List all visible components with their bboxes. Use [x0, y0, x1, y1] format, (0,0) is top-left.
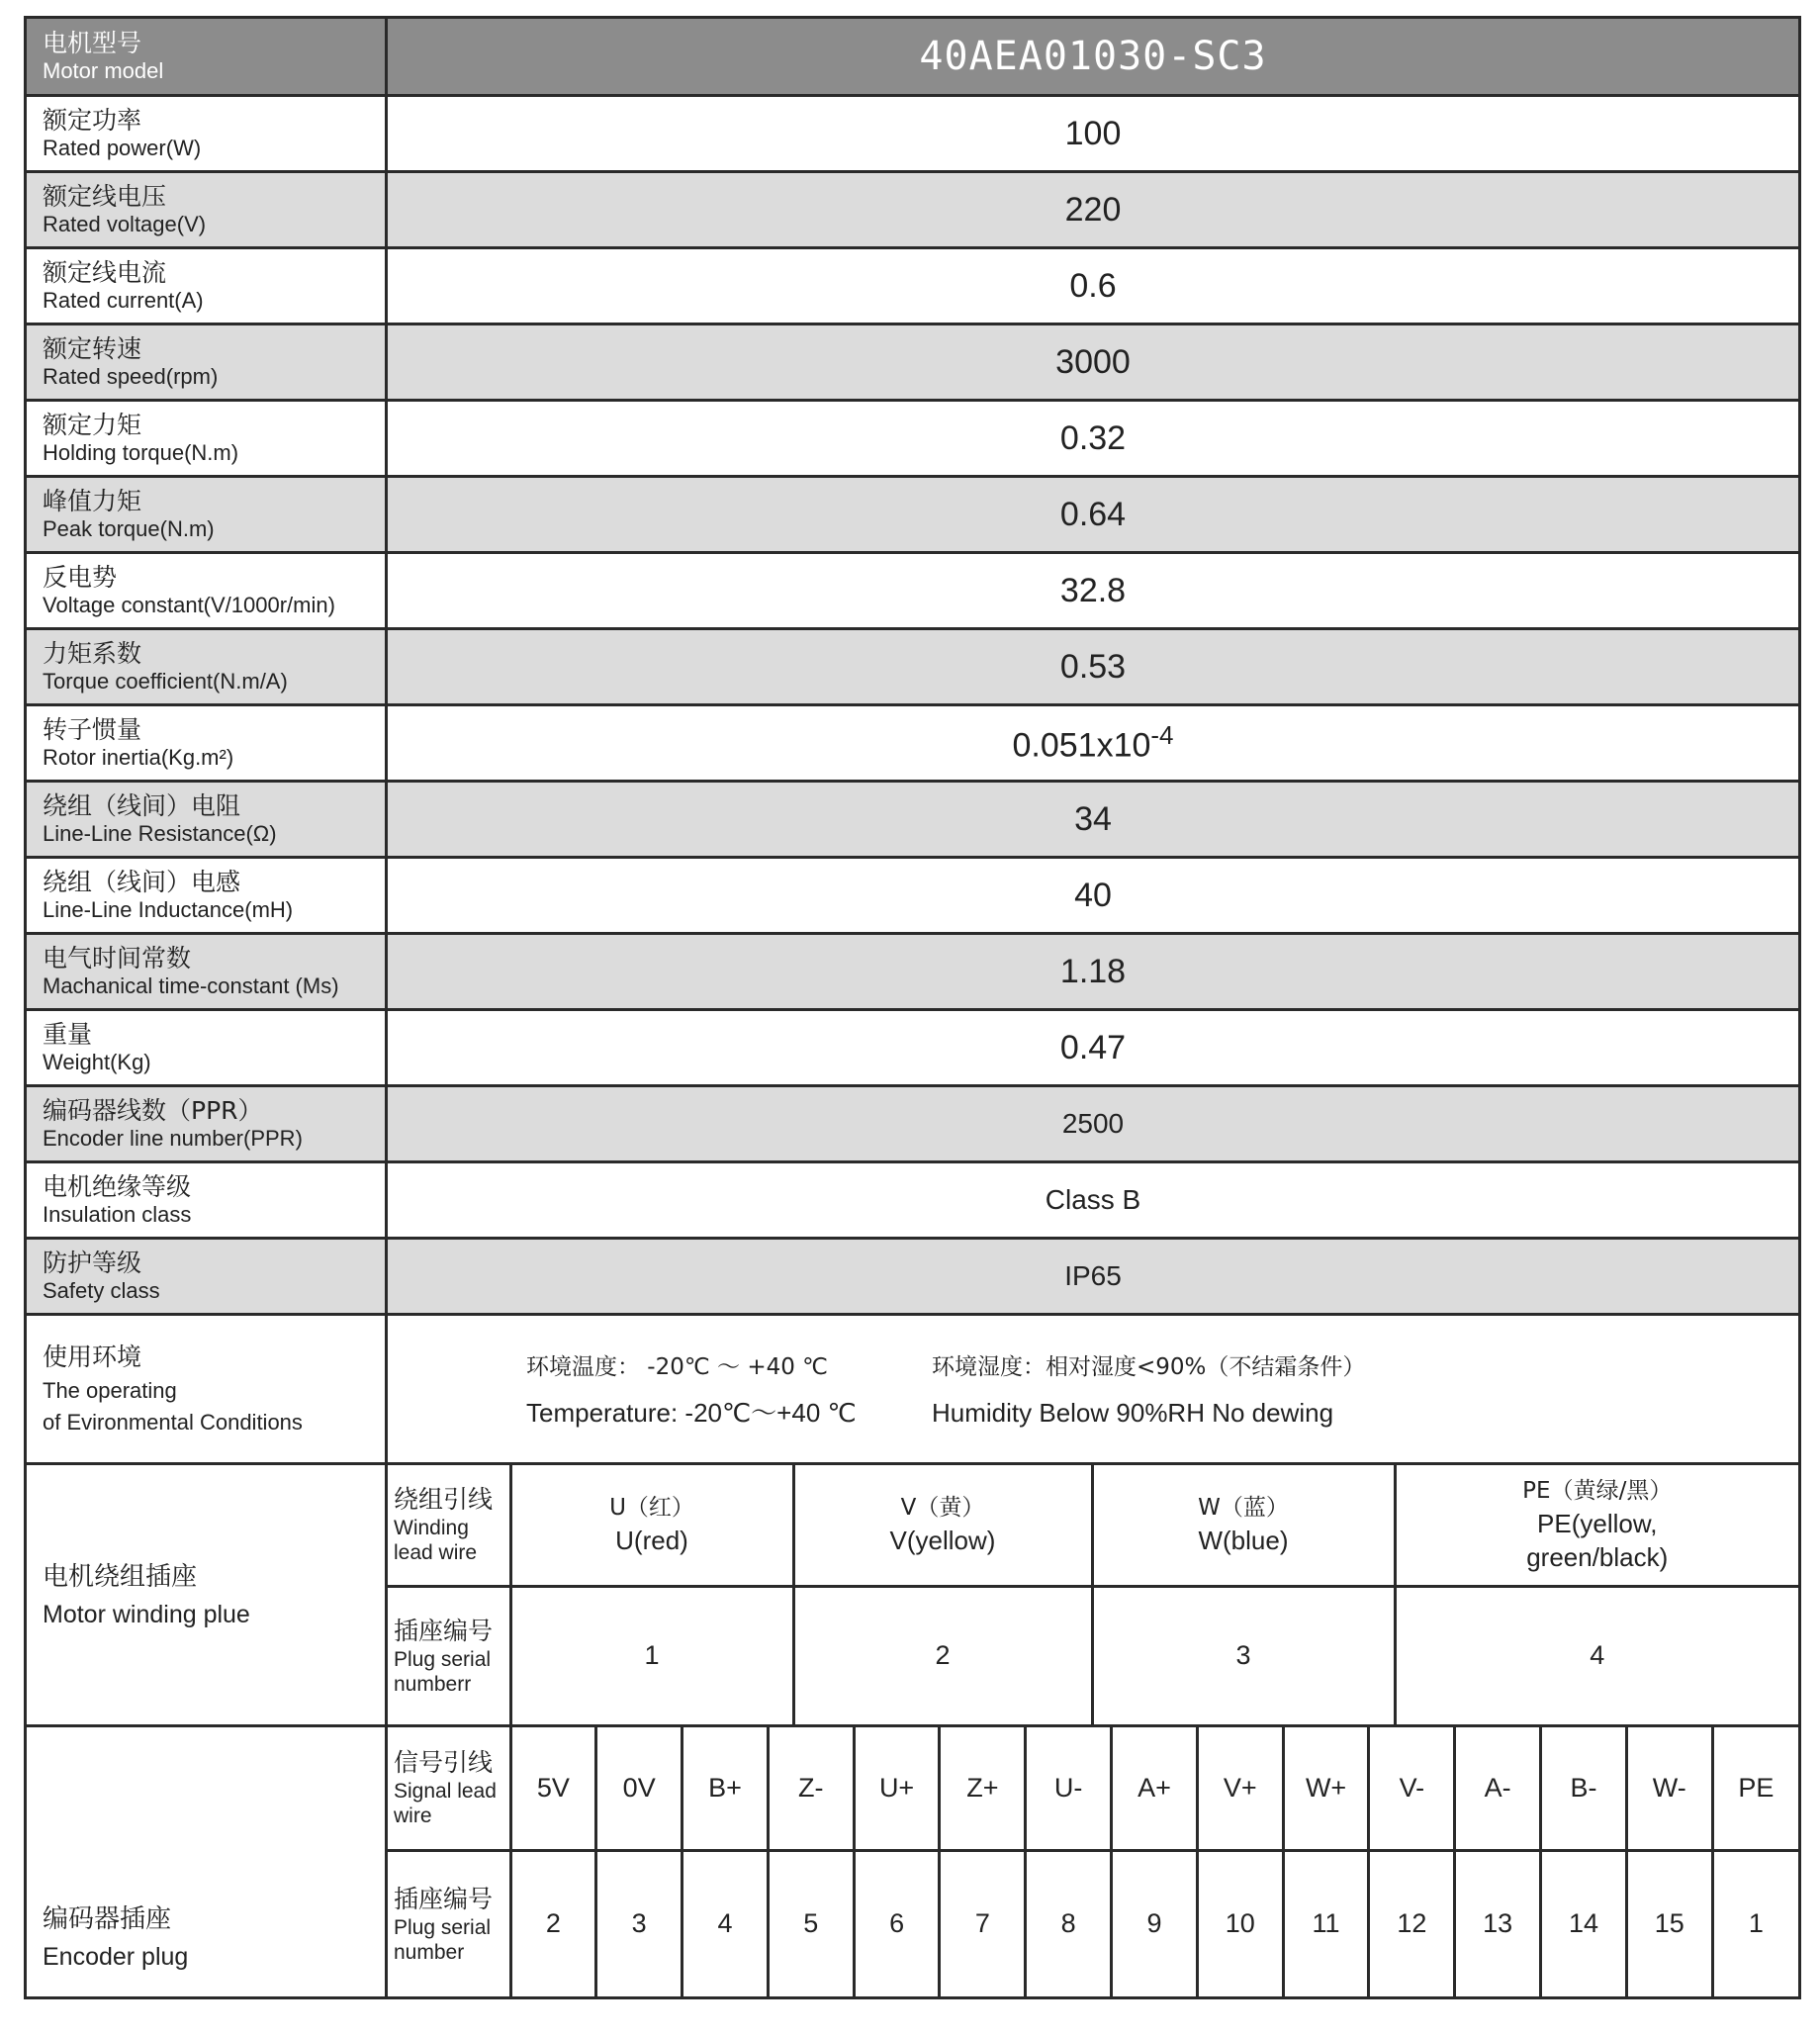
winding-serial-header: 插座编号 Plug serial numberr	[388, 1586, 510, 1724]
spec-label-en: Rated power(W)	[43, 136, 202, 160]
encoder-number-cell: 13	[1455, 1850, 1541, 1996]
encoder-number-cell: 14	[1541, 1850, 1627, 1996]
spec-row	[26, 401, 1800, 477]
spec-row	[26, 858, 1800, 934]
encoder-number-cell: 7	[940, 1850, 1026, 1996]
spec-value: 34	[387, 782, 1800, 858]
encoder-signal-cell: A+	[1112, 1727, 1198, 1850]
spec-label-zh: 转子惯量	[43, 715, 142, 744]
encoder-number-cell: 15	[1626, 1850, 1712, 1996]
encoder-number-cell: 10	[1197, 1850, 1283, 1996]
spec-label-zh: 反电势	[43, 563, 118, 592]
spec-label-en: Holding torque(N.m)	[43, 440, 239, 465]
spec-label	[26, 705, 387, 782]
spec-label-en: Insulation class	[43, 1202, 192, 1227]
spec-label-en: Torque coefficient(N.m/A)	[43, 669, 288, 694]
spec-label-en: Line-Line Inductance(mH)	[43, 897, 294, 922]
motor-model-value: 40AEA01030-SC3	[387, 18, 1800, 96]
humidity-zh: 环境湿度：相对湿度<90%（不结霜条件）	[932, 1354, 1366, 1380]
encoder-signal-cell: B+	[682, 1727, 769, 1850]
encoder-number-cell: 11	[1283, 1850, 1369, 1996]
environment-label: 使用环境 The operating of Evironmental Conditions	[26, 1315, 387, 1464]
encoder-signal-row	[388, 1727, 1798, 1850]
encoder-number-cell: 4	[682, 1850, 769, 1996]
encoder-number-cell: 1	[1748, 1908, 1764, 1939]
encoder-number-cell: 2	[510, 1850, 596, 1996]
spec-label	[26, 1010, 387, 1086]
encoder-signal-cell: V+	[1197, 1727, 1283, 1850]
encoder-number-cell: 6	[854, 1850, 940, 1996]
encoder-number-cell: 5	[768, 1850, 854, 1996]
spec-label-en: Safety class	[43, 1278, 160, 1303]
winding-row	[26, 1464, 1800, 1726]
spec-row	[26, 172, 1800, 248]
encoder-number-cell: 8	[1026, 1850, 1112, 1996]
spec-label-zh: 防护等级	[43, 1249, 142, 1277]
spec-label-en: Rated voltage(V)	[43, 212, 207, 236]
spec-row	[26, 324, 1800, 401]
spec-row	[26, 477, 1800, 553]
spec-value: 32.8	[387, 553, 1800, 629]
spec-label	[26, 172, 387, 248]
spec-label-zh: 绕组（线间）电阻	[43, 791, 241, 820]
spec-row	[26, 248, 1800, 324]
plug-no-pe: 4	[1590, 1640, 1605, 1671]
spec-label	[26, 477, 387, 553]
spec-label-en: Machanical time-constant (Ms)	[43, 973, 339, 998]
spec-label	[26, 324, 387, 401]
spec-label-en: Weight(Kg)	[43, 1050, 151, 1074]
environment-value	[387, 1315, 1800, 1464]
spec-label	[26, 1239, 387, 1315]
spec-row	[26, 705, 1800, 782]
motor-model-row	[26, 18, 1800, 96]
encoder-cell	[387, 1726, 1800, 1998]
environment-row	[26, 1315, 1800, 1464]
wire-w: W（蓝） W(blue)	[1092, 1465, 1395, 1586]
spec-value: 0.53	[387, 629, 1800, 705]
encoder-signal-cell: U+	[854, 1727, 940, 1850]
spec-row	[26, 629, 1800, 705]
spec-row	[26, 1162, 1800, 1239]
spec-value: 40	[387, 858, 1800, 934]
spec-value: 0.64	[387, 477, 1800, 553]
winding-cell	[387, 1464, 1800, 1726]
spec-label-zh: 编码器线数（PPR）	[43, 1096, 263, 1125]
encoder-serial-header: 插座编号 Plug serial number	[388, 1850, 510, 1996]
encoder-signal-cell: U-	[1026, 1727, 1112, 1850]
encoder-serial-row	[388, 1850, 1798, 1996]
spec-label-zh: 额定线电流	[43, 258, 167, 287]
spec-label	[26, 782, 387, 858]
spec-label	[26, 553, 387, 629]
spec-value: 0.47	[387, 1010, 1800, 1086]
winding-lead-header: 绕组引线 Winding lead wire	[388, 1465, 510, 1586]
spec-label-zh: 绕组（线间）电感	[43, 868, 241, 896]
encoder-signal-cell: Z+	[940, 1727, 1026, 1850]
spec-label-en: Peak torque(N.m)	[43, 516, 215, 541]
spec-row	[26, 782, 1800, 858]
encoder-signal-cell: Z-	[768, 1727, 854, 1850]
spec-value: 100	[387, 96, 1800, 172]
winding-label: 电机绕组插座 Motor winding plue	[26, 1464, 387, 1726]
spec-label-en: Rotor inertia(Kg.m²)	[43, 745, 234, 770]
plug-no-w: 3	[1092, 1586, 1395, 1724]
spec-label-en: Rated current(A)	[43, 288, 204, 313]
encoder-number-cell: 9	[1112, 1850, 1198, 1996]
spec-row	[26, 1010, 1800, 1086]
encoder-signal-cell: 0V	[596, 1727, 682, 1850]
spec-label-en: Line-Line Resistance(Ω)	[43, 821, 277, 846]
spec-row	[26, 934, 1800, 1010]
spec-value-exponent: -4	[1150, 720, 1174, 751]
wire-v: V（黄） V(yellow)	[793, 1465, 1092, 1586]
wire-pe: PE（黄绿/黑） PE(yellow, green/black)	[1395, 1465, 1798, 1586]
spec-label-zh: 电机绝缘等级	[43, 1172, 192, 1201]
spec-label-zh: 额定转速	[43, 334, 142, 363]
encoder-signal-cell: W-	[1626, 1727, 1712, 1850]
spec-label-zh: 电气时间常数	[43, 944, 192, 972]
spec-value: IP65	[387, 1239, 1800, 1315]
spec-label-zh: 额定功率	[43, 106, 142, 135]
spec-row	[26, 1239, 1800, 1315]
spec-label-zh: 力矩系数	[43, 639, 142, 668]
spec-label-en: Encoder line number(PPR)	[43, 1126, 303, 1151]
winding-table	[388, 1465, 1798, 1724]
spec-label-zh: 峰值力矩	[43, 487, 142, 515]
spec-label	[26, 934, 387, 1010]
humidity-en: Humidity Below 90%RH No dewing	[932, 1398, 1334, 1428]
spec-row	[26, 96, 1800, 172]
encoder-row	[26, 1726, 1800, 1998]
encoder-signal-cell: A-	[1455, 1727, 1541, 1850]
spec-label	[26, 96, 387, 172]
wire-u: U（红） U(red)	[510, 1465, 793, 1586]
spec-value: 0.32	[387, 401, 1800, 477]
spec-value: 220	[387, 172, 1800, 248]
motor-model-label: 电机型号 Motor model	[26, 18, 387, 96]
encoder-signal-cell: PE	[1712, 1727, 1798, 1850]
spec-sheet	[24, 16, 1798, 1999]
encoder-signal-cell: 5V	[510, 1727, 596, 1850]
temperature-en: Temperature: -20℃～+40 ℃	[526, 1398, 857, 1428]
temperature-zh: 环境温度： -20℃ ～ +40 ℃	[526, 1354, 829, 1380]
motor-spec-table	[24, 16, 1801, 1999]
spec-label	[26, 1086, 387, 1162]
spec-value: 0.6	[387, 248, 1800, 324]
spec-row	[26, 553, 1800, 629]
encoder-signal-cell: V-	[1369, 1727, 1455, 1850]
encoder-signal-cell: B-	[1541, 1727, 1627, 1850]
spec-label-zh: 额定线电压	[43, 182, 167, 211]
spec-label	[26, 629, 387, 705]
spec-label	[26, 1162, 387, 1239]
spec-label-en: Rated speed(rpm)	[43, 364, 219, 389]
plug-no-v: 2	[793, 1586, 1092, 1724]
encoder-table	[388, 1727, 1798, 1996]
encoder-number-cell: 3	[596, 1850, 682, 1996]
spec-label-zh: 重量	[43, 1020, 93, 1049]
spec-value: Class B	[387, 1162, 1800, 1239]
spec-value: 2500	[387, 1086, 1800, 1162]
encoder-lead-header: 信号引线 Signal lead wire	[388, 1727, 510, 1850]
spec-value: $0.051x10^{-4}$	[387, 705, 1800, 782]
spec-row	[26, 1086, 1800, 1162]
spec-label	[26, 401, 387, 477]
spec-value: 1.18	[387, 934, 1800, 1010]
encoder-number-cell: 12	[1369, 1850, 1455, 1996]
encoder-label: 编码器插座 Encoder plug	[26, 1726, 387, 1998]
spec-value: 3000	[387, 324, 1800, 401]
spec-label	[26, 248, 387, 324]
spec-label	[26, 858, 387, 934]
winding-serial-row	[388, 1586, 1798, 1724]
plug-no-u: 1	[510, 1586, 793, 1724]
encoder-signal-cell: W+	[1283, 1727, 1369, 1850]
winding-lead-row	[388, 1465, 1798, 1586]
spec-label-zh: 额定力矩	[43, 411, 142, 439]
spec-label-en: Voltage constant(V/1000r/min)	[43, 593, 335, 617]
